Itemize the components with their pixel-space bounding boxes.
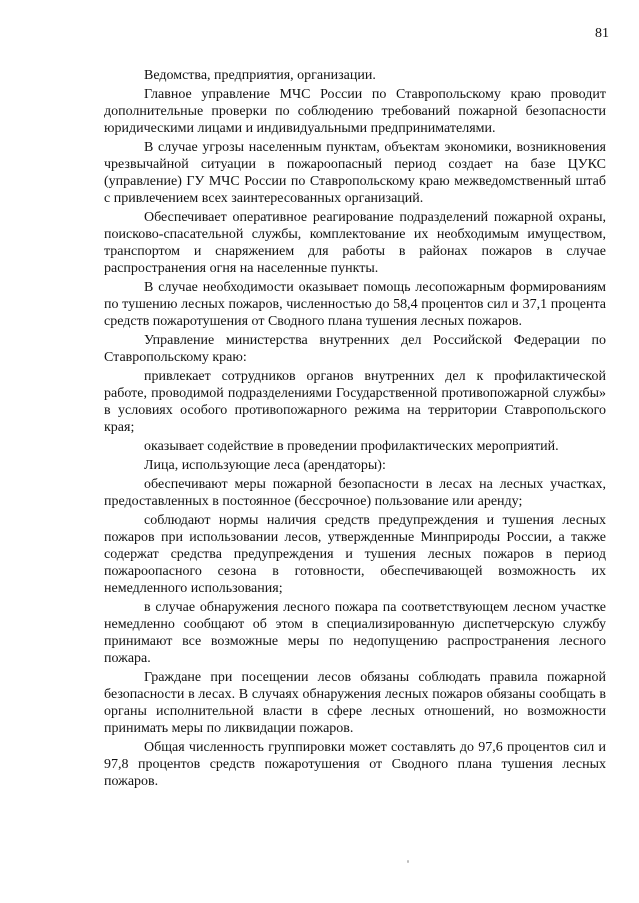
paragraph-agencies-heading: Ведомства, предприятия, организации. — [144, 68, 376, 83]
paragraph-forest-users-safety: обеспечивают меры пожарной безопасности в лесах на лесных участках, предоставленных в постоянное (бессрочное) пользование или аренду; — [104, 477, 606, 509]
paragraph-forest-users-detection: в случае обнаружения лесного пожара па соответствующем лесном участке немедленно сообщают об этом в специализированную диспетчерскую службу принимают все возможные меры по недопущению распространения лесного пожара. — [104, 600, 606, 666]
document-body — [104, 66, 606, 792]
paragraph-mchs-inspections: Главное управление МЧС России по Ставропольскому краю проводит дополнительные проверки по соблюдению требований пожарной безопасности юридическими лицами и индивидуальными предпринимателями. — [104, 87, 606, 136]
paragraph-mchs-response: Обеспечивает оперативное реагирование подразделений пожарной охраны, поисково-спасательной службы, комплектование их необходимым имуществом, транспортом и снаряжением для работы в районах пожаров в случае распространения огня на населенные пункты. — [104, 210, 606, 276]
paragraph-forest-users-heading: Лица, использующие леса (арендаторы): — [144, 458, 386, 473]
paragraph-mvd-involves: привлекает сотрудников органов внутренних дел к профилактической работе, проводимой подразделениями Государственной противопожарной службы» в условиях особого противопожарного режима на территории Ставропольского края; — [104, 369, 606, 435]
page-number: 81 — [595, 26, 609, 41]
paragraph-mvd-assists: оказывает содействие в проведении профилактических мероприятий. — [144, 439, 559, 454]
paragraph-mchs-headquarters: В случае угрозы населенным пунктам, объектам экономики, возникновения чрезвычайной ситуации в пожароопасный период создает на базе ЦУКС (управление) ГУ МЧС России по Ставропольскому краю межведомственный штаб с привлечением всех заинтересованных организаций. — [104, 140, 606, 206]
paragraph-forest-users-norms: соблюдают нормы наличия средств предупреждения и тушения лесных пожаров при использовании лесов, утвержденные Минприроды России, а также содержат средства предупреждения и тушения лесных пожаров в период пожароопасного сезона в готовности, обеспечивающей возможность их немедленного использования; — [104, 513, 606, 596]
paragraph-mvd-heading: Управление министерства внутренних дел Российской Федерации по Ставропольскому краю: — [104, 333, 606, 365]
paragraph-total-strength: Общая численность группировки может составлять до 97,6 процентов сил и 97,8 процентов средств пожаротушения от Сводного плана тушения лесных пожаров. — [104, 740, 606, 789]
paragraph-mchs-assistance: В случае необходимости оказывает помощь лесопожарным формированиям по тушению лесных пожаров, численностью до 58,4 процентов сил и 37,1 процента средств пожаротушения от Сводного плана тушения лесных пожаров. — [104, 280, 606, 329]
paragraph-citizens: Граждане при посещении лесов обязаны соблюдать правила пожарной безопасности в лесах. В случаях обнаружения лесных пожаров обязаны сообщать в органы исполнительной власти в сфере лесных отношений, но возможности принимать меры по ликвидации пожаров. — [104, 670, 606, 736]
scan-speck — [407, 860, 409, 863]
